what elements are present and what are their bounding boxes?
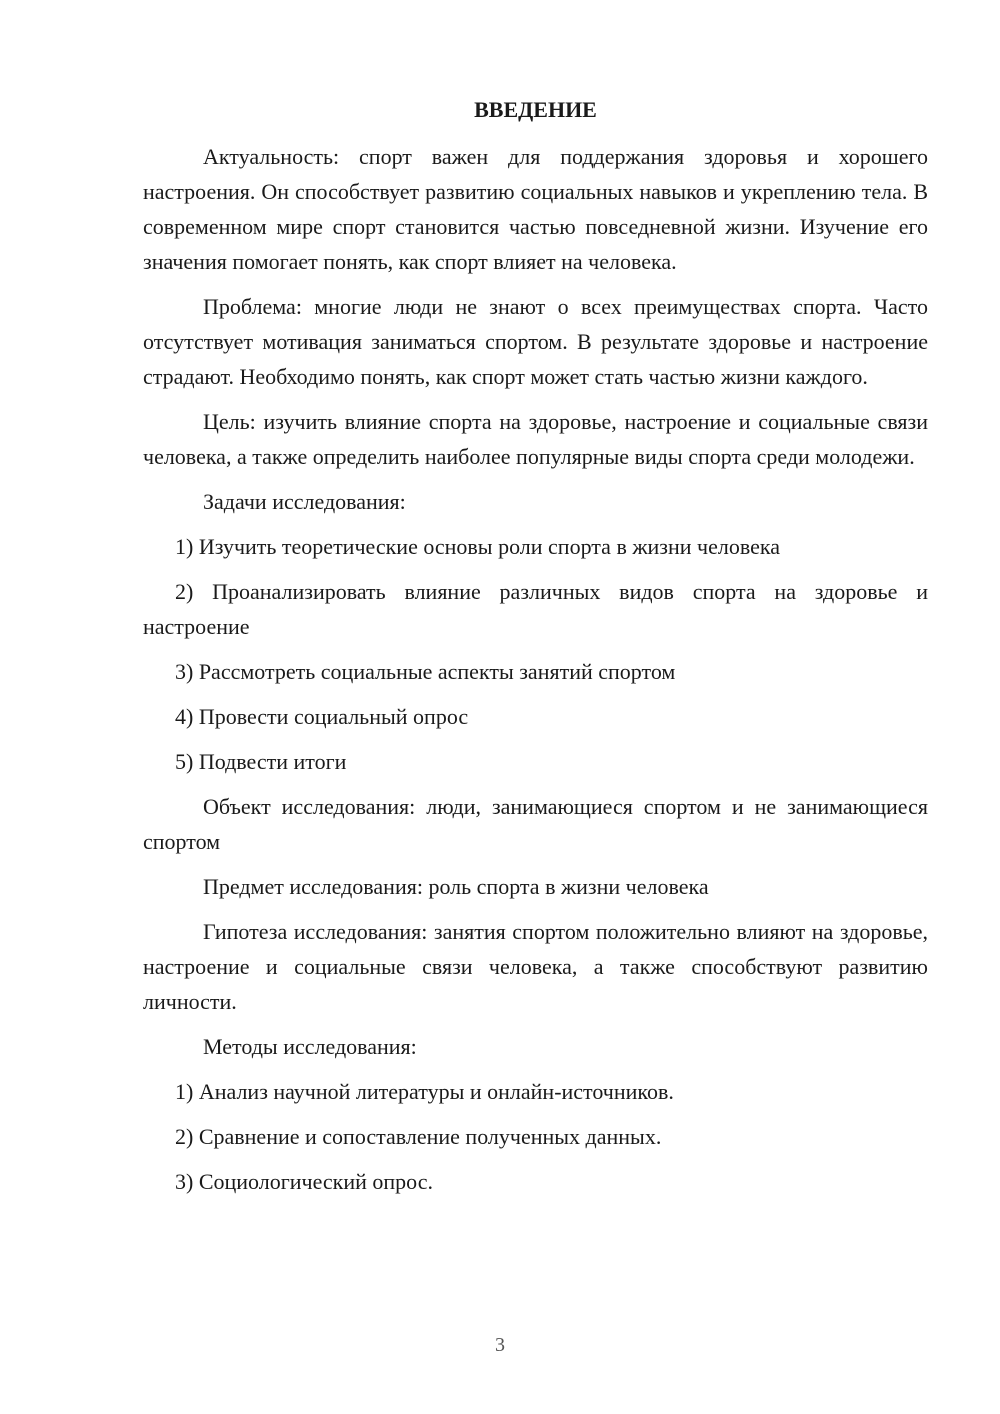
relevance-paragraph: Актуальность: спорт важен для поддержания здоровья и хорошего настроения. Он способствует развитию социальных навыков и укреплению тела. В современном мире спорт становится частью повседневной жизни. Изучение его значения помогает понять, как спорт влияет на человека. <box>143 144 928 274</box>
task-item-5: 5) Подвести итоги <box>175 749 347 774</box>
method-item-1: 1) Анализ научной литературы и онлайн-источников. <box>175 1079 674 1104</box>
method-item-3: 3) Социологический опрос. <box>175 1169 433 1194</box>
method-item-2: 2) Сравнение и сопоставление полученных данных. <box>175 1124 662 1149</box>
task-item-4: 4) Провести социальный опрос <box>175 704 469 729</box>
task-item-1: 1) Изучить теоретические основы роли спорта в жизни человека <box>175 534 780 559</box>
task-item-2: 2) Проанализировать влияние различных видов спорта на здоровье и настроение <box>143 579 928 639</box>
object-paragraph: Объект исследования: люди, занимающиеся спортом и не занимающиеся спортом <box>143 794 928 854</box>
document-page <box>143 92 928 1209</box>
subject-paragraph: Предмет исследования: роль спорта в жизни человека <box>203 874 709 899</box>
task-item-3: 3) Рассмотреть социальные аспекты занятий спортом <box>175 659 676 684</box>
hypothesis-paragraph: Гипотеза исследования: занятия спортом положительно влияют на здоровье, настроение и социальные связи человека, а также способствуют развитию личности. <box>143 919 928 1014</box>
methods-title: Методы исследования: <box>203 1034 417 1059</box>
problem-paragraph: Проблема: многие люди не знают о всех преимуществах спорта. Часто отсутствует мотивация заниматься спортом. В результате здоровье и настроение страдают. Необходимо понять, как спорт может стать частью жизни каждого. <box>143 294 928 389</box>
goal-paragraph: Цель: изучить влияние спорта на здоровье, настроение и социальные связи человека, а также определить наиболее популярные виды спорта среди молодежи. <box>143 409 928 469</box>
page-number: 3 <box>495 1334 505 1356</box>
tasks-title: Задачи исследования: <box>203 489 406 514</box>
section-heading: ВВЕДЕНИЕ <box>474 97 597 122</box>
